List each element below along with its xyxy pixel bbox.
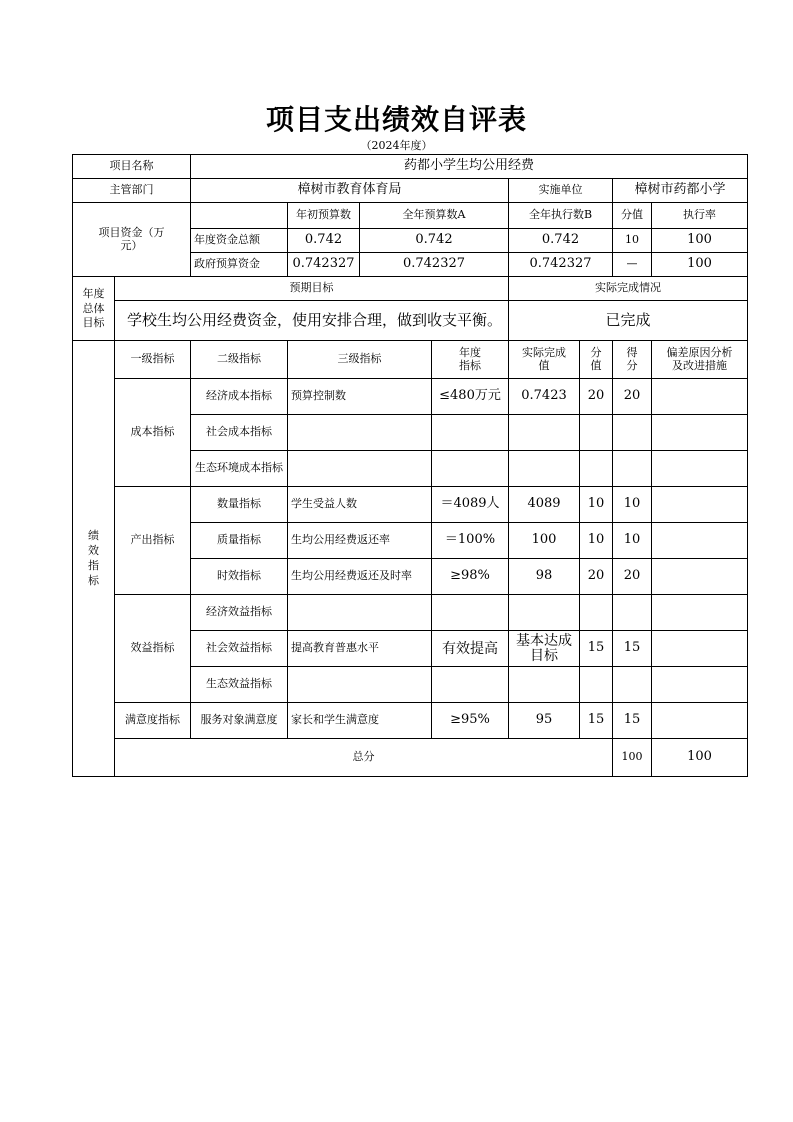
level1-cost: 成本指标	[115, 379, 191, 487]
indicator-reason	[652, 559, 748, 595]
goal-actual-header: 实际完成情况	[509, 277, 748, 301]
indicator-level3	[288, 667, 432, 703]
unit-label: 实施单位	[509, 179, 613, 203]
indicator-target: ≥95%	[432, 703, 509, 739]
indicator-value: 15	[580, 703, 613, 739]
goal-expected: 学校生均公用经费资金，使用安排合理，做到收支平衡。	[115, 301, 509, 341]
header-actual-text: 实际完成值	[522, 346, 566, 372]
indicator-actual-text: 基本达成目标	[516, 632, 572, 664]
indicator-row	[73, 595, 748, 631]
indicator-actual: 95	[509, 703, 580, 739]
project-name-row	[73, 155, 748, 179]
indicator-level2: 经济成本指标	[191, 379, 288, 415]
indicator-level2: 服务对象满意度	[191, 703, 288, 739]
indicator-actual: 100	[509, 523, 580, 559]
indicator-target: ≥98%	[432, 559, 509, 595]
col-annual-exec: 全年执行数B	[509, 203, 613, 229]
indicator-reason	[652, 415, 748, 451]
col-exec-rate-text: 执行率	[683, 208, 716, 221]
indicator-row	[73, 487, 748, 523]
level1-output: 产出指标	[115, 487, 191, 595]
indicator-score: 10	[613, 487, 652, 523]
indicator-reason	[652, 631, 748, 667]
header-reason	[652, 341, 748, 379]
fund-annual-budget: 0.742	[360, 229, 509, 253]
indicator-level2: 社会效益指标	[191, 631, 288, 667]
fund-score-value: —	[613, 253, 652, 277]
year-subtitle: （2024年度）	[360, 139, 433, 152]
indicator-level3: 生均公用经费返还率	[288, 523, 432, 559]
indicator-level2: 生态效益指标	[191, 667, 288, 703]
funds-label	[73, 203, 191, 277]
total-row	[73, 739, 748, 777]
col-annual-budget: 全年预算数A	[360, 203, 509, 229]
goal-content-row	[73, 301, 748, 341]
col-score-value: 分值	[613, 203, 652, 229]
self-evaluation-table	[72, 154, 748, 777]
col-initial-budget: 年初预算数	[288, 203, 360, 229]
indicator-actual: 0.7423	[509, 379, 580, 415]
header-reason-text: 偏差原因分析及改进措施	[666, 346, 733, 372]
indicator-score: 10	[613, 523, 652, 559]
fund-row-label: 政府预算资金	[191, 253, 288, 277]
funds-header-row	[73, 203, 748, 229]
total-value: 100	[613, 739, 652, 777]
indicator-actual: 4089	[509, 487, 580, 523]
fund-initial-budget: 0.742	[288, 229, 360, 253]
page-title: 项目支出绩效自评表	[265, 103, 527, 136]
header-actual	[509, 341, 580, 379]
indicator-value: 15	[580, 631, 613, 667]
header-score-value-text: 分值	[590, 346, 602, 372]
indicator-level2: 生态环境成本指标	[191, 451, 288, 487]
fund-annual-exec: 0.742327	[509, 253, 613, 277]
indicator-actual	[509, 451, 580, 487]
fund-initial-budget: 0.742327	[288, 253, 360, 277]
project-name-label: 项目名称	[73, 155, 191, 179]
indicator-level3: 预算控制数	[288, 379, 432, 415]
dept-label: 主管部门	[73, 179, 191, 203]
indicator-target: ≤480万元	[432, 379, 509, 415]
indicator-value	[580, 451, 613, 487]
indicator-score	[613, 415, 652, 451]
indicator-level3	[288, 451, 432, 487]
indicator-value: 20	[580, 559, 613, 595]
indicator-target	[432, 451, 509, 487]
goal-actual: 已完成	[509, 301, 748, 341]
indicator-reason	[652, 667, 748, 703]
dept-row	[73, 179, 748, 203]
goal-expected-header: 预期目标	[115, 277, 509, 301]
indicator-score: 15	[613, 703, 652, 739]
indicator-level2: 经济效益指标	[191, 595, 288, 631]
indicator-value: 20	[580, 379, 613, 415]
indicator-value	[580, 667, 613, 703]
indicators-label	[73, 341, 115, 777]
indicator-target	[432, 595, 509, 631]
header-score-text: 得分	[626, 346, 638, 372]
header-level3: 三级指标	[288, 341, 432, 379]
indicator-level3: 提高教育普惠水平	[288, 631, 432, 667]
funds-label-text: 项目资金（万元）	[98, 226, 165, 252]
indicator-value	[580, 595, 613, 631]
fund-annual-budget: 0.742327	[360, 253, 509, 277]
indicator-score: 20	[613, 379, 652, 415]
indicator-target: 有效提高	[432, 631, 509, 667]
fund-score-value: 10	[613, 229, 652, 253]
indicator-reason	[652, 595, 748, 631]
indicator-row	[73, 379, 748, 415]
indicator-reason	[652, 379, 748, 415]
indicator-target	[432, 415, 509, 451]
indicator-value	[580, 415, 613, 451]
indicator-actual	[509, 667, 580, 703]
level1-satisfaction: 满意度指标	[115, 703, 191, 739]
indicator-target: ＝100%	[432, 523, 509, 559]
fund-annual-exec: 0.742	[509, 229, 613, 253]
fund-exec-rate: 100	[652, 253, 748, 277]
indicator-reason	[652, 703, 748, 739]
indicator-level3	[288, 595, 432, 631]
indicator-level3: 学生受益人数	[288, 487, 432, 523]
total-score: 100	[652, 739, 748, 777]
indicator-actual	[509, 415, 580, 451]
goal-label-text: 年度总体目标	[82, 287, 105, 329]
indicator-target: ＝4089人	[432, 487, 509, 523]
goal-header-row	[73, 277, 748, 301]
indicator-target	[432, 667, 509, 703]
indicator-level2: 时效指标	[191, 559, 288, 595]
indicator-score: 15	[613, 631, 652, 667]
indicator-reason	[652, 487, 748, 523]
indicator-value: 10	[580, 523, 613, 559]
indicator-score: 20	[613, 559, 652, 595]
indicator-reason	[652, 523, 748, 559]
indicator-level3: 生均公用经费返还及时率	[288, 559, 432, 595]
unit-value: 樟树市药都小学	[613, 179, 748, 203]
project-name-value: 药都小学生均公用经费	[191, 155, 748, 179]
total-label: 总分	[115, 739, 613, 777]
funds-blank-header	[191, 203, 288, 229]
indicator-actual	[509, 631, 580, 667]
indicator-value: 10	[580, 487, 613, 523]
indicator-level2: 质量指标	[191, 523, 288, 559]
indicator-reason	[652, 451, 748, 487]
indicator-actual	[509, 595, 580, 631]
fund-row-label: 年度资金总额	[191, 229, 288, 253]
indicator-actual: 98	[509, 559, 580, 595]
header-level2: 二级指标	[191, 341, 288, 379]
indicator-level3: 家长和学生满意度	[288, 703, 432, 739]
indicator-score	[613, 595, 652, 631]
indicator-level2: 数量指标	[191, 487, 288, 523]
header-score-value	[580, 341, 613, 379]
header-score	[613, 341, 652, 379]
goal-label	[73, 277, 115, 341]
col-exec-rate	[652, 203, 748, 229]
indicator-row	[73, 703, 748, 739]
indicator-level2: 社会成本指标	[191, 415, 288, 451]
fund-exec-rate: 100	[652, 229, 748, 253]
header-target	[432, 341, 509, 379]
indicator-level3	[288, 415, 432, 451]
indicator-score	[613, 451, 652, 487]
header-level1: 一级指标	[115, 341, 191, 379]
dept-value: 樟树市教育体育局	[191, 179, 509, 203]
header-target-text: 年度指标	[459, 346, 481, 372]
indicator-header-row	[73, 341, 748, 379]
indicator-score	[613, 667, 652, 703]
level1-benefit: 效益指标	[115, 595, 191, 703]
indicators-label-text: 绩效指标	[88, 529, 99, 587]
